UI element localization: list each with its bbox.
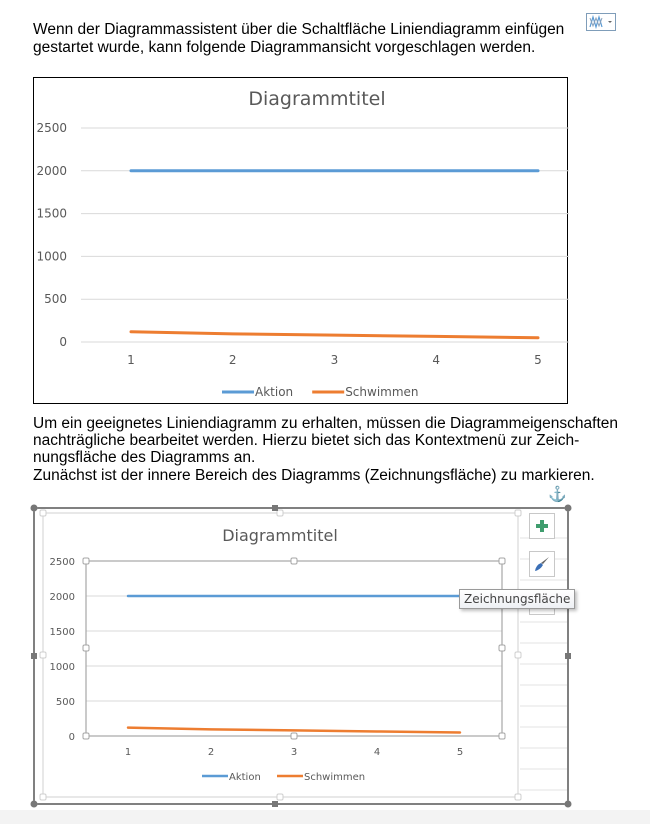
y-tick-label: 1000 — [49, 662, 75, 673]
x-tick-label: 1 — [127, 353, 135, 367]
x-tick-label: 1 — [124, 747, 132, 758]
insert-line-chart-button[interactable] — [586, 13, 616, 31]
mid-text-line-1: Um ein geeignetes Liniendiagramm zu erhalten, müssen die Diagrammeigenschaften — [33, 415, 619, 432]
status-strip — [0, 810, 650, 824]
chart-styles-button[interactable] — [529, 551, 555, 577]
chart1-svg — [34, 78, 569, 405]
y-tick-label: 2000 — [49, 592, 75, 603]
chart-title: Diagrammtitel — [222, 526, 338, 545]
plot-area-handle — [499, 733, 505, 739]
object-resize-handle — [565, 801, 572, 808]
dropdown-arrow-icon — [608, 21, 612, 23]
chart-area-border — [43, 513, 518, 797]
chart-area-handle — [40, 510, 46, 516]
mid-text-line-2: nachträgliche bearbeitet werden. Hierzu bietet sich das Kontextmenü zur Zeich- — [33, 432, 580, 449]
object-resize-handle — [31, 801, 38, 808]
x-tick-label: 5 — [456, 747, 464, 758]
chart-area-handle — [515, 652, 521, 658]
x-tick-label: 3 — [330, 353, 339, 367]
legend-label-aktion: Aktion — [229, 772, 261, 783]
object-resize-handle — [565, 653, 571, 659]
y-tick-label: 0 — [68, 732, 75, 743]
y-tick-label: 500 — [55, 697, 75, 708]
chart-title: Diagrammtitel — [248, 88, 386, 110]
suggested-line-chart — [33, 77, 568, 404]
object-resize-handle — [272, 801, 278, 807]
y-tick-label: 2000 — [36, 163, 67, 178]
chart-area-handle — [40, 652, 46, 658]
y-tick-label: 0 — [59, 335, 67, 349]
object-resize-handle — [272, 505, 278, 511]
anchor-icon: ⚓ — [548, 486, 567, 503]
plot-area-handle — [291, 733, 297, 739]
chart-area-handle — [515, 794, 521, 800]
line-chart-icon — [587, 14, 615, 30]
series-line-schwimmen — [131, 332, 538, 338]
intro-text-line-2: gestartet wurde, kann folgende Diagrammansicht vorgeschlagen werden. — [33, 39, 536, 56]
legend-label-aktion: Aktion — [255, 385, 294, 399]
intro-text-line-1: Wenn der Diagrammassistent über die Schaltfläche Liniendiagramm einfügen — [33, 21, 565, 38]
y-tick-label: 1500 — [49, 627, 75, 638]
y-tick-label: 2500 — [49, 557, 75, 568]
plot-area-handle — [291, 558, 297, 564]
y-tick-label: 500 — [44, 292, 67, 307]
object-resize-handle — [565, 505, 572, 512]
legend-label-schwimmen: Schwimmen — [304, 772, 366, 783]
x-tick-label: 2 — [207, 747, 215, 758]
mid-text-line-4: Zunächst ist der innere Bereich des Diagramms (Zeichnungsfläche) zu markieren. — [33, 467, 595, 484]
mid-text-line-3: nungsfläche des Diagramms an. — [33, 449, 256, 466]
legend-label-schwimmen: Schwimmen — [345, 385, 419, 399]
chart-area-handle — [515, 510, 521, 516]
chart-area-handle — [277, 794, 283, 800]
object-resize-handle — [31, 653, 37, 659]
y-tick-label: 1500 — [36, 206, 67, 221]
plot-area-handle — [499, 645, 505, 651]
x-tick-label: 4 — [432, 353, 441, 367]
plot-area-handle — [499, 558, 505, 564]
x-tick-label: 3 — [290, 747, 298, 758]
plot-area-handle — [83, 645, 89, 651]
plot-area-handle — [83, 733, 89, 739]
selected-chart-svg[interactable] — [0, 500, 650, 810]
y-tick-label: 2500 — [36, 121, 67, 135]
chart-elements-button[interactable] — [529, 513, 555, 539]
chart-area-handle — [40, 794, 46, 800]
object-resize-handle — [31, 505, 38, 512]
x-tick-label: 4 — [373, 747, 381, 758]
paintbrush-icon — [533, 555, 551, 573]
plot-area-handle — [83, 558, 89, 564]
tooltip-zeichnungsflaeche: Zeichnungsfläche — [459, 589, 575, 609]
x-tick-label: 2 — [228, 353, 237, 367]
y-tick-label: 1000 — [36, 249, 67, 264]
x-tick-label: 5 — [534, 353, 542, 367]
plus-icon — [534, 518, 550, 534]
